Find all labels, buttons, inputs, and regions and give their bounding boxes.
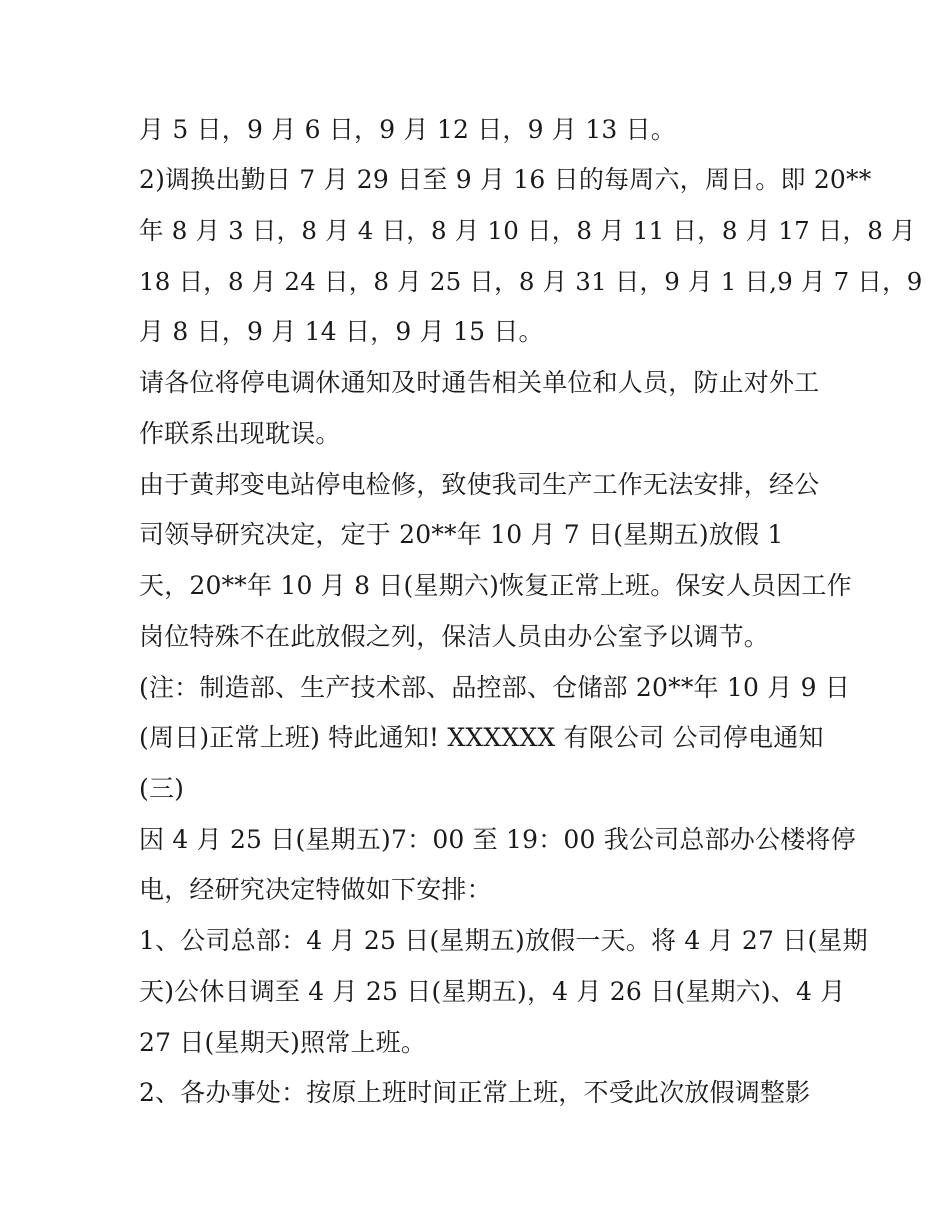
text-line: 年 8 月 3 日，8 月 4 日，8 月 10 日，8 月 11 日，8 月 17 日，8 月	[139, 216, 916, 245]
text-line: (注：制造部、生产技术部、品控部、仓储部 20**年 10 月 9 日	[139, 673, 851, 702]
text-line: 请各位将停电调休通知及时通告相关单位和人员，防止对外工	[139, 368, 820, 397]
text-line: 司领导研究决定，定于 20**年 10 月 7 日(星期五)放假 1	[139, 520, 784, 549]
text-line: (三)	[139, 774, 185, 803]
text-line: 作联系出现耽误。	[139, 419, 341, 448]
text-line: 月 8 日，9 月 14 日，9 月 15 日。	[139, 317, 544, 346]
text-line: 天，20**年 10 月 8 日(星期六)恢复正常上班。保安人员因工作	[139, 571, 852, 600]
text-line: 岗位特殊不在此放假之列，保洁人员由办公室予以调节。	[139, 622, 770, 651]
text-line: 18 日，8 月 24 日，8 月 25 日，8 月 31 日，9 月 1 日,9 月 7 日，9	[139, 267, 923, 296]
text-line: 2、各办事处：按原上班时间正常上班，不受此次放假调整影	[139, 1078, 811, 1107]
text-line: 电，经研究决定特做如下安排：	[139, 875, 492, 904]
text-line: 1、公司总部：4 月 25 日(星期五)放假一天。将 4 月 27 日(星期	[139, 926, 868, 955]
text-line: 27 日(星期天)照常上班。	[139, 1028, 427, 1057]
text-line: 由于黄邦变电站停电检修，致使我司生产工作无法安排，经公	[139, 470, 820, 499]
text-line: (周日)正常上班) 特此通知! XXXXXX 有限公司 公司停电通知	[139, 723, 824, 752]
text-line: 天)公休日调至 4 月 25 日(星期五)，4 月 26 日(星期六)、4 月	[139, 977, 846, 1006]
text-line: 因 4 月 25 日(星期五)7：00 至 19：00 我公司总部办公楼将停	[139, 825, 856, 854]
text-line: 月 5 日，9 月 6 日，9 月 12 日，9 月 13 日。	[139, 115, 676, 144]
text-line: 2)调换出勤日 7 月 29 日至 9 月 16 日的每周六，周日。即 20**	[139, 165, 872, 194]
